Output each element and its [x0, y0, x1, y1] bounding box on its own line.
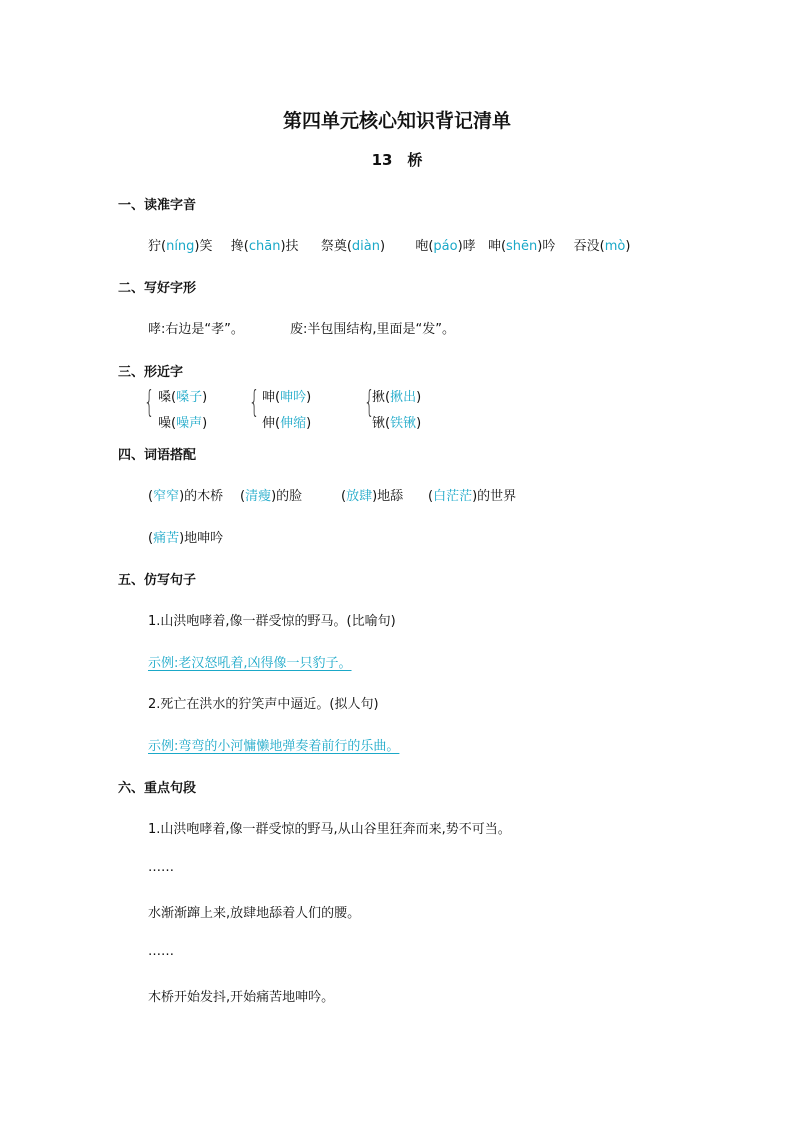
key-passage-line: 1.山洪咆哮着,像一群受惊的野马,从山谷里狂奔而来,势不可当。: [148, 822, 511, 837]
brace-icon: {: [249, 385, 260, 420]
ellipsis: ……: [148, 860, 174, 875]
similar-char-a: 呻(呻吟): [262, 390, 312, 405]
page-title: 第四单元核心知识背记清单: [282, 110, 511, 132]
similar-char-b: 锹(铁锹): [372, 416, 422, 431]
pronunciation-item: 搀(chān)扶: [230, 239, 299, 254]
pronunciation-item: 吞没(mò): [573, 239, 631, 254]
imitation-answer-1: 示例:老汉怒吼着,凶得像一只豹子。: [148, 656, 352, 671]
similar-char-a: 揪(揪出): [372, 390, 422, 405]
section-heading-pronunciation: 一、读准字音: [118, 198, 197, 213]
key-passage-line: 木桥开始发抖,开始痛苦地呻吟。: [148, 990, 335, 1005]
section-heading-imitation: 五、仿写句子: [118, 573, 197, 588]
section-heading-shape: 二、写好字形: [118, 281, 197, 296]
collocation-item: (放肆)地舔: [341, 489, 404, 504]
imitation-question-1: 1.山洪咆哮着,像一群受惊的野马。(比喻句): [148, 614, 396, 629]
pronunciation-item: 祭奠(diàn): [320, 239, 386, 254]
pinyin: diàn: [351, 239, 380, 254]
similar-char-b: 伸(伸缩): [262, 416, 312, 431]
ellipsis: ……: [148, 944, 174, 959]
similar-char-a: 嗓(嗓子): [158, 390, 208, 405]
pinyin: shēn: [506, 239, 538, 254]
pinyin: níng: [166, 239, 195, 254]
section-heading-key-passages: 六、重点句段: [118, 781, 197, 796]
shape-note-1: 哮:右边是“孝”。: [148, 322, 244, 337]
key-passage-line: 水渐渐蹿上来,放肆地舔着人们的腰。: [148, 906, 361, 921]
brace-icon: {: [144, 385, 155, 420]
pinyin: páo: [433, 239, 458, 254]
section-heading-collocation: 四、词语搭配: [118, 448, 197, 463]
similar-char-b: 噪(噪声): [158, 416, 208, 431]
pronunciation-item: 咆(páo)哮: [415, 239, 476, 254]
imitation-answer-2: 示例:弯弯的小河慵懒地弹奏着前行的乐曲。: [148, 739, 400, 754]
lesson-title: 13 桥: [371, 151, 423, 169]
pronunciation-line: [148, 235, 630, 254]
collocation-item: (窄窄)的木桥: [148, 489, 224, 504]
pronunciation-item: 狞(níng)笑: [148, 239, 213, 254]
shape-note-2: 废:半包围结构,里面是“发”。: [290, 322, 455, 337]
brace-icon: {: [364, 385, 375, 420]
collocation-item: (清瘦)的脸: [240, 489, 303, 504]
collocation-item: (白茫茫)的世界: [428, 489, 517, 504]
pinyin: chān: [248, 239, 281, 254]
section-heading-similar: 三、形近字: [118, 365, 184, 380]
imitation-question-2: 2.死亡在洪水的狞笑声中逼近。(拟人句): [148, 697, 379, 712]
pinyin: mò: [604, 239, 626, 254]
pronunciation-item: 呻(shēn)吟: [487, 239, 556, 254]
collocation-item: (痛苦)地呻吟: [148, 531, 224, 546]
